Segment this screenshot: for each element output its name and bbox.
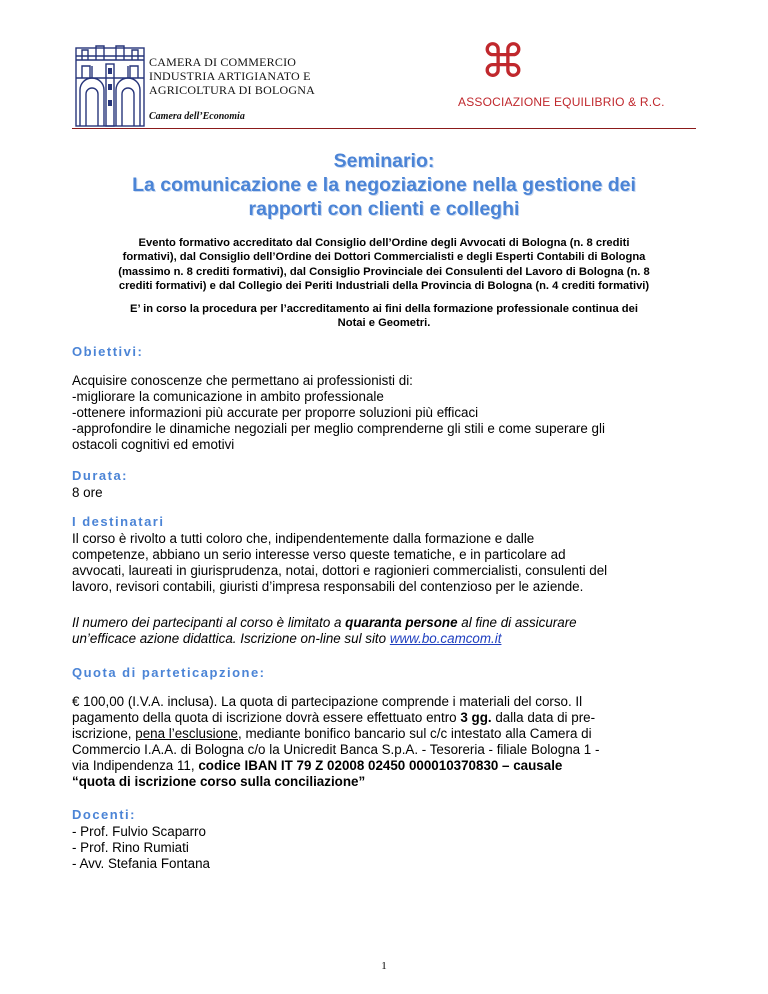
limit-line [72, 631, 696, 647]
durata-heading: Durata: [72, 468, 129, 483]
destinatari-line: avvocati, laureati in giurisprudenza, notai, dottori e ragionieri commercialisti, consulenti del [72, 563, 608, 578]
destinatari-line: lavoro, revisori contabili, giuristi d’impresa responsabili del contenzioso per le aziende. [72, 579, 584, 594]
docente-item: - Prof. Fulvio Scaparro [72, 824, 206, 839]
page-number: 1 [381, 960, 387, 972]
chamber-name-line: AGRICOLTURA DI BOLOGNA [149, 83, 315, 97]
obiettivi-list [72, 373, 696, 453]
limit-text: un’efficace azione didattica. Iscrizione on-line sul sito [72, 631, 390, 646]
docenti-list [72, 824, 696, 872]
accreditation-line: (massimo n. 8 crediti formativi), dal Consiglio Provinciale dei Consulenti del Lavoro di Bologna (n. 8 [118, 265, 650, 278]
chamber-tagline: Camera dell’Economia [149, 111, 245, 122]
quota-line: Commercio I.A.A. di Bologna c/o la Unicredit Banca S.p.A. - Tesoreria - filiale Bologna 1 - [72, 742, 600, 757]
obiettivi-line: Acquisire conoscenze che permettano ai professionisti di: [72, 373, 413, 388]
title-line: Seminario: [333, 150, 435, 172]
limit-line [72, 615, 696, 631]
limit-count: quaranta persone [345, 615, 458, 630]
accreditation-line: Evento formativo accreditato dal Consiglio dell’Ordine degli Avvocati di Bologna (n. 8 crediti [138, 237, 630, 249]
destinatari-text [72, 531, 696, 595]
obiettivi-line: -ottenere informazioni più accurate per proporre soluzioni più efficaci [72, 405, 479, 420]
quota-line: € 100,00 (I.V.A. inclusa). La quota di partecipazione comprende i materiali del corso. Il [72, 694, 583, 709]
quota-text [72, 694, 696, 790]
accreditation-note [72, 302, 696, 331]
accreditation-note-line: E’ in corso la procedura per l’accreditamento ai fini della formazione professionale continua dei [130, 303, 638, 315]
accreditation-text [72, 236, 696, 294]
docente-item: - Avv. Stefania Fontana [72, 856, 210, 871]
header-divider [72, 128, 696, 129]
chamber-name-line: CAMERA DI COMMERCIO [149, 55, 297, 69]
limit-text: Il numero dei partecipanti al corso è limitato a [72, 615, 346, 630]
obiettivi-line: -migliorare la comunicazione in ambito professionale [72, 389, 384, 404]
obiettivi-line: -approfondire le dinamiche negoziali per meglio comprenderne gli stili e come superare gli [72, 421, 605, 436]
seminar-title [72, 149, 696, 221]
destinatari-heading: I destinatari [72, 514, 165, 529]
accreditation-line: crediti formativi) e dal Collegio dei Periti Industriali della Provincia di Bologna (n. 4 crediti formativi) [118, 280, 650, 293]
quota-penalty: pena l’esclusione [135, 726, 238, 741]
docenti-heading: Docenti: [72, 807, 136, 822]
quota-text: via Indipendenza 11, [72, 758, 199, 773]
destinatari-line: competenze, abbiano un serio interesse verso queste tematiche, e in particolare ad [72, 547, 566, 562]
accreditation-note-line: Notai e Geometri. [337, 317, 431, 330]
limit-text: al fine di assicurare [457, 615, 577, 630]
chamber-name [149, 55, 315, 97]
quota-heading: Quota di parteticapzione: [72, 665, 266, 680]
participants-limit [72, 615, 696, 647]
quota-deadline: 3 gg. [460, 710, 492, 725]
quota-text: pagamento della quota di iscrizione dovrà essere effettuato entro [72, 710, 461, 725]
quota-text: iscrizione, [72, 726, 136, 741]
quota-line [72, 758, 696, 774]
title-line: La comunicazione e la negoziazione nella gestione dei [132, 174, 636, 196]
durata-value: 8 ore [72, 485, 103, 500]
quota-line [72, 726, 696, 742]
quota-causale: “quota di iscrizione corso sulla conciliazione” [72, 774, 366, 789]
destinatari-line: Il corso è rivolto a tutti coloro che, indipendentemente dalla formazione e dalle [72, 531, 535, 546]
chamber-name-line: INDUSTRIA ARTIGIANATO E [149, 69, 311, 83]
title-line: rapporti con clienti e colleghi [248, 198, 520, 220]
quota-text: dalla data di pre- [491, 710, 596, 725]
quota-iban: codice IBAN IT 79 Z 02008 02450 000010370830 – causale [198, 758, 563, 773]
obiettivi-line: ostacoli cognitivi ed emotivi [72, 437, 235, 452]
association-name: ASSOCIAZIONE EQUILIBRIO & R.C. [458, 95, 665, 109]
quota-line [72, 710, 696, 726]
quota-text: , mediante bonifico bancario sul c/c intestato alla Camera di [238, 726, 592, 741]
registration-link[interactable]: www.bo.camcom.it [389, 631, 502, 646]
chamber-logo-icon [72, 38, 148, 130]
obiettivi-heading: Obiettivi: [72, 344, 144, 359]
docente-item: - Prof. Rino Rumiati [72, 840, 189, 855]
quota-line [72, 774, 696, 790]
accreditation-line: formativi), dal Consiglio dell’Ordine dei Dottori Commercialisti e degli Esperti Contabili di Bologna [122, 251, 646, 264]
command-key-icon: ⌘ [480, 34, 526, 88]
